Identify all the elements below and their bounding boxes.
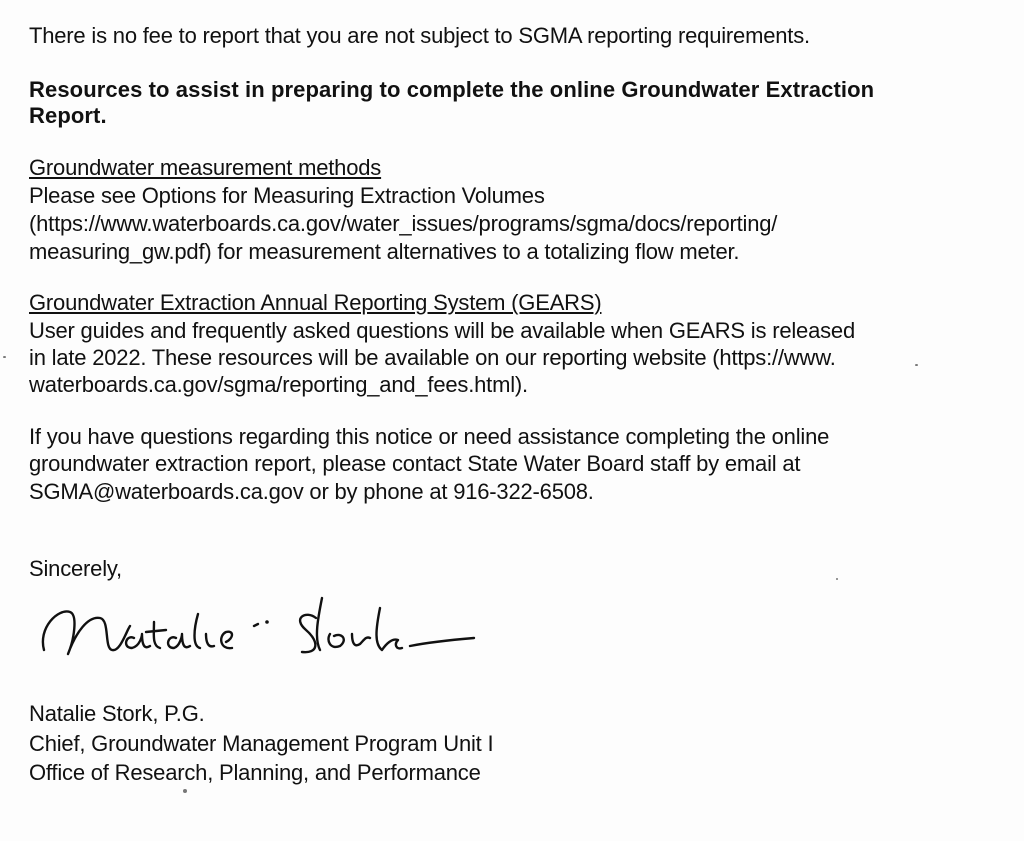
gears-line-2: in late 2022. These resources will be available on our reporting website (https://www. xyxy=(29,345,836,370)
measurement-methods-heading: Groundwater measurement methods xyxy=(29,155,382,180)
contact-line-1: If you have questions regarding this notice or need assistance completing the online xyxy=(29,424,830,449)
scan-speck xyxy=(915,364,918,366)
scan-speck xyxy=(836,578,838,580)
closing-salutation: Sincerely, xyxy=(29,556,122,581)
contact-line-2: groundwater extraction report, please contact State Water Board staff by email at xyxy=(29,451,801,476)
signer-title: Chief, Groundwater Management Program Unit I xyxy=(29,731,494,756)
measurement-line-2: (https://www.waterboards.ca.gov/water_issues/programs/sgma/docs/reporting/ xyxy=(29,211,778,236)
scan-speck xyxy=(3,356,6,358)
signer-name: Natalie Stork, P.G. xyxy=(29,701,205,726)
contact-line-3: SGMA@waterboards.ca.gov or by phone at 916-322-6508. xyxy=(29,479,594,504)
gears-heading: Groundwater Extraction Annual Reporting System (GEARS) xyxy=(29,290,602,315)
handwritten-signature xyxy=(30,588,490,678)
signer-office: Office of Research, Planning, and Performance xyxy=(29,760,481,785)
gears-line-3: waterboards.ca.gov/sgma/reporting_and_fees.html). xyxy=(29,372,528,397)
fee-sentence: There is no fee to report that you are not subject to SGMA reporting requirements. xyxy=(29,23,810,48)
resources-heading-line-2: Report. xyxy=(29,103,107,128)
scan-speck xyxy=(183,789,187,793)
gears-line-1: User guides and frequently asked questions will be available when GEARS is released xyxy=(29,318,855,343)
measurement-line-3: measuring_gw.pdf) for measurement alternatives to a totalizing flow meter. xyxy=(29,239,740,264)
resources-heading-line-1: Resources to assist in preparing to complete the online Groundwater Extraction xyxy=(29,77,875,102)
measurement-line-1: Please see Options for Measuring Extraction Volumes xyxy=(29,183,545,208)
